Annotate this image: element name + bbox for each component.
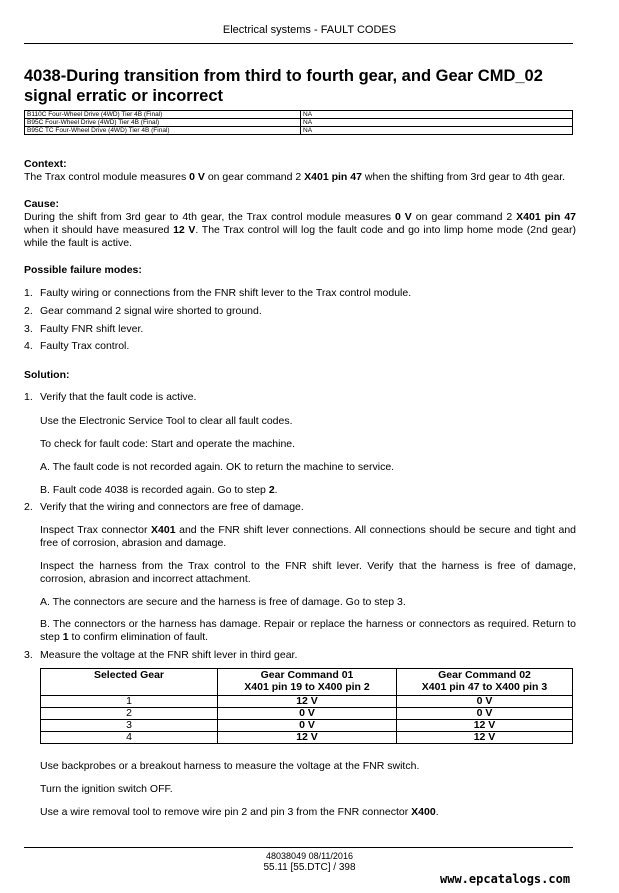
context-text: The Trax control module measures 0 V on gear command 2 X401 pin 47 when the shifting from 3rd gear to 4th gear. xyxy=(24,171,566,183)
table-row xyxy=(41,732,573,744)
gear-command-01-header: Gear Command 01 X401 pin 19 to X400 pin 2 xyxy=(218,669,397,696)
watermark: www.epcatalogs.com xyxy=(440,872,571,886)
step-number: 2. xyxy=(24,501,33,513)
step-1-para-1: Use the Electronic Service Tool to clear all fault codes. xyxy=(40,415,293,427)
context-heading: Context: xyxy=(24,158,67,170)
footer-rule xyxy=(24,847,573,848)
table-row xyxy=(41,708,573,720)
cmd01-voltage-cell: 12 V xyxy=(218,696,397,708)
fault-title-line-2: signal erratic or incorrect xyxy=(24,87,223,105)
step-2-para-1: Inspect Trax connector X401 and the FNR shift lever connections. All connections should be secure and tight and free of corrosion, abrasion and damage. xyxy=(40,524,577,549)
step-1-text: Verify that the fault code is active. xyxy=(40,391,197,403)
step-3-para-3: Use a wire removal tool to remove wire pin 2 and pin 3 from the FNR connector X400. xyxy=(40,806,439,818)
footer-doc-id: 48038049 08/11/2016 xyxy=(266,851,353,861)
applicability-table xyxy=(24,110,573,135)
cause-heading: Cause: xyxy=(24,198,60,210)
step-2-option-b: B. The connectors or the harness has damage. Repair or replace the harness or connectors as required. Return to step 1 to confirm elimination of fault. xyxy=(40,618,576,643)
solution-heading: Solution: xyxy=(24,369,70,381)
step-2-para-2: Inspect the harness from the Trax control to the FNR shift lever. Verify that the harness is free of damage, corrosion, abrasion and incorrect attachment. xyxy=(40,560,576,585)
cmd01-voltage-cell: 12 V xyxy=(218,732,397,744)
model-cell: B110C Four-Wheel Drive (4WD) Tier 4B (Final) xyxy=(25,111,301,119)
fault-title-line-1: 4038-During transition from third to fourth gear, and Gear CMD_02 xyxy=(24,67,543,85)
list-number: 1. xyxy=(24,287,33,299)
step-number: 3. xyxy=(24,649,33,661)
footer-page-ref: 55.11 [55.DTC] / 398 xyxy=(263,862,356,873)
gear-cell: 3 xyxy=(41,720,218,732)
model-cell: B95C TC Four-Wheel Drive (4WD) Tier 4B (Final) xyxy=(25,127,301,135)
fault-title xyxy=(24,66,584,106)
step-3-para-1: Use backprobes or a breakout harness to measure the voltage at the FNR switch. xyxy=(40,760,420,772)
cause-text: During the shift from 3rd gear to 4th gear, the Trax control module measures 0 V on gear command 2 X401 pin 47 when it should have measured 12 V. The Trax control will log the fault code and go into limp home mode (2nd gear) while the fault is active. xyxy=(24,211,576,249)
list-item: Faulty FNR shift lever. xyxy=(40,323,144,335)
cmd01-voltage-cell: 0 V xyxy=(218,708,397,720)
failure-modes-heading: Possible failure modes: xyxy=(24,264,142,276)
step-1-option-a: A. The fault code is not recorded again. OK to return the machine to service. xyxy=(40,461,395,473)
cmd02-voltage-cell: 12 V xyxy=(397,732,573,744)
cmd02-voltage-cell: 0 V xyxy=(397,708,573,720)
list-number: 4. xyxy=(24,340,33,352)
model-cell: B95C Four-Wheel Drive (4WD) Tier 4B (Final) xyxy=(25,119,301,127)
gear-command-02-header: Gear Command 02 X401 pin 47 to X400 pin 3 xyxy=(397,669,573,696)
list-item: Gear command 2 signal wire shorted to ground. xyxy=(40,305,262,317)
list-item: Faulty wiring or connections from the FNR shift lever to the Trax control module. xyxy=(40,287,412,299)
value-cell: NA xyxy=(301,111,573,119)
cmd02-voltage-cell: 12 V xyxy=(397,720,573,732)
table-row xyxy=(25,111,573,119)
step-1-option-b: B. Fault code 4038 is recorded again. Go to step 2. xyxy=(40,484,278,496)
table-row xyxy=(41,720,573,732)
list-item: Faulty Trax control. xyxy=(40,340,130,352)
cmd01-voltage-cell: 0 V xyxy=(218,720,397,732)
page-header: Electrical systems - FAULT CODES xyxy=(222,24,397,36)
step-3-text: Measure the voltage at the FNR shift lever in third gear. xyxy=(40,649,298,661)
step-number: 1. xyxy=(24,391,33,403)
selected-gear-header: Selected Gear xyxy=(41,669,218,696)
step-1-para-2: To check for fault code: Start and operate the machine. xyxy=(40,438,296,450)
list-number: 3. xyxy=(24,323,33,335)
step-3-para-2: Turn the ignition switch OFF. xyxy=(40,783,173,795)
header-rule xyxy=(24,43,573,44)
list-number: 2. xyxy=(24,305,33,317)
table-row xyxy=(25,119,573,127)
value-cell: NA xyxy=(301,119,573,127)
table-header-row xyxy=(41,669,573,696)
step-2-text: Verify that the wiring and connectors are free of damage. xyxy=(40,501,304,513)
table-row xyxy=(25,127,573,135)
step-2-option-a: A. The connectors are secure and the harness is free of damage. Go to step 3. xyxy=(40,596,406,608)
cmd02-voltage-cell: 0 V xyxy=(397,696,573,708)
gear-cell: 1 xyxy=(41,696,218,708)
gear-cell: 2 xyxy=(41,708,218,720)
gear-cell: 4 xyxy=(41,732,218,744)
table-row xyxy=(41,696,573,708)
voltage-table xyxy=(40,668,573,744)
value-cell: NA xyxy=(301,127,573,135)
